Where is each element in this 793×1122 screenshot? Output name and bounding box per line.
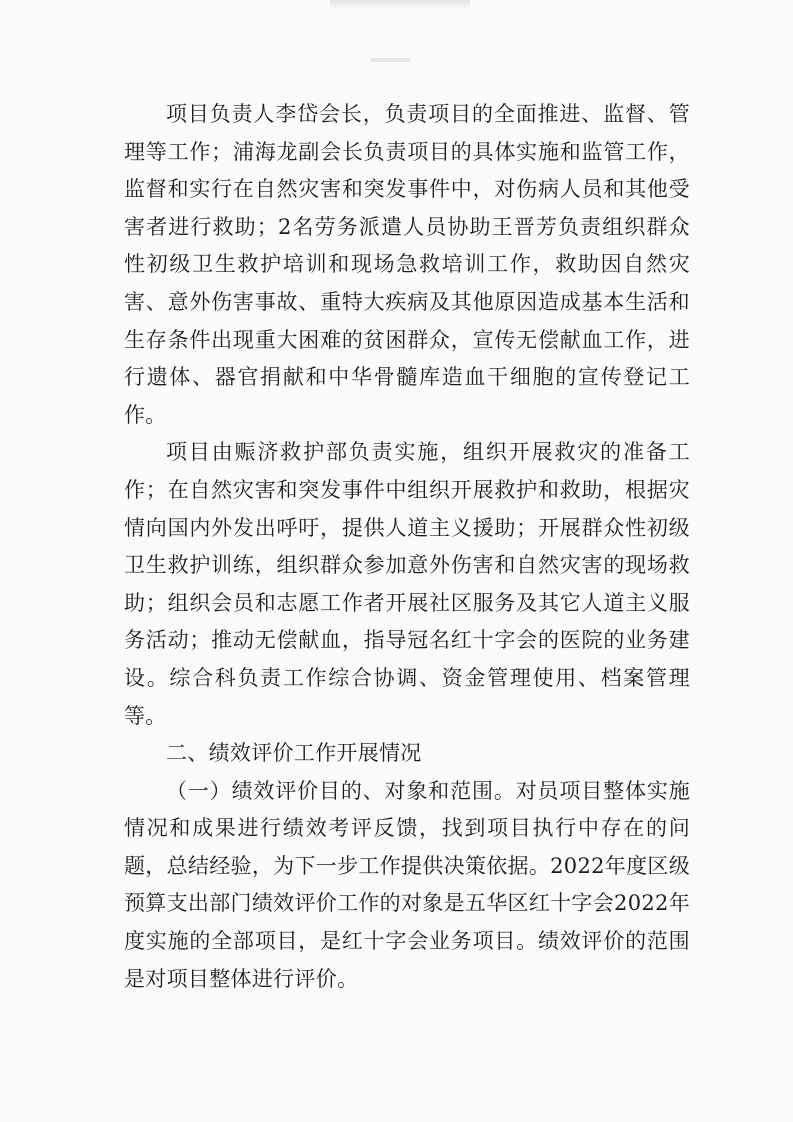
paragraph-evaluation-purpose [124, 773, 690, 999]
scan-artifact [330, 0, 470, 10]
paragraph-project-leaders: 项目负责人李岱会长，负责项目的全面推进、监督、管理等工作；浦海龙副会长负责项目的具体实施和监管工作，监督和实行在自然灾害和突发事件中，对伤病人员和其他受害者进行救助；2名劳务派遣人员协助王晋芳负责组织群众性初级卫生救护培训和现场急救培训工作，救助因自然灾害、意外伤害事故、重特大疾病及其他原因造成基本生活和生存条件出现重大困难的贫困群众，宣传无偿献血工作，进行遗体、器官捐献和中华骨髓库造血干细胞的宣传登记工作。 [124, 102, 690, 427]
paragraph-implementation: 项目由赈济救护部负责实施，组织开展救灾的准备工作；在自然灾害和突发事件中组织开展救护和救助，根据灾情向国内外发出呼吁，提供人道主义援助；开展群众性初级卫生救护训练，组织群众参加意外伤害和自然灾害的现场救助；组织会员和志愿工作者开展社区服务及其它人道主义服务活动；推动无偿献血，指导冠名红十字会的医院的业务建设。综合科负责工作综合协调、资金管理使用、档案管理等。 [124, 440, 690, 728]
subsection-lead: （一）绩效评价目的、对象和范围。 [166, 778, 516, 803]
paragraph-evaluation-body: 对员项目整体实施情况和成果进行绩效考评反馈，找到项目执行中存在的问题，总结经验，为下一步工作提供决策依据。2022年度区级预算支出部门绩效评价工作的对象是五华区红十字会2022年度实施的全部项目，是红十字会业务项目。绩效评价的范围是对项目整体进行评价。 [124, 778, 690, 991]
section-heading: 二、绩效评价工作开展情况 [166, 741, 422, 766]
document-body [124, 96, 690, 998]
scan-artifact [370, 58, 410, 62]
